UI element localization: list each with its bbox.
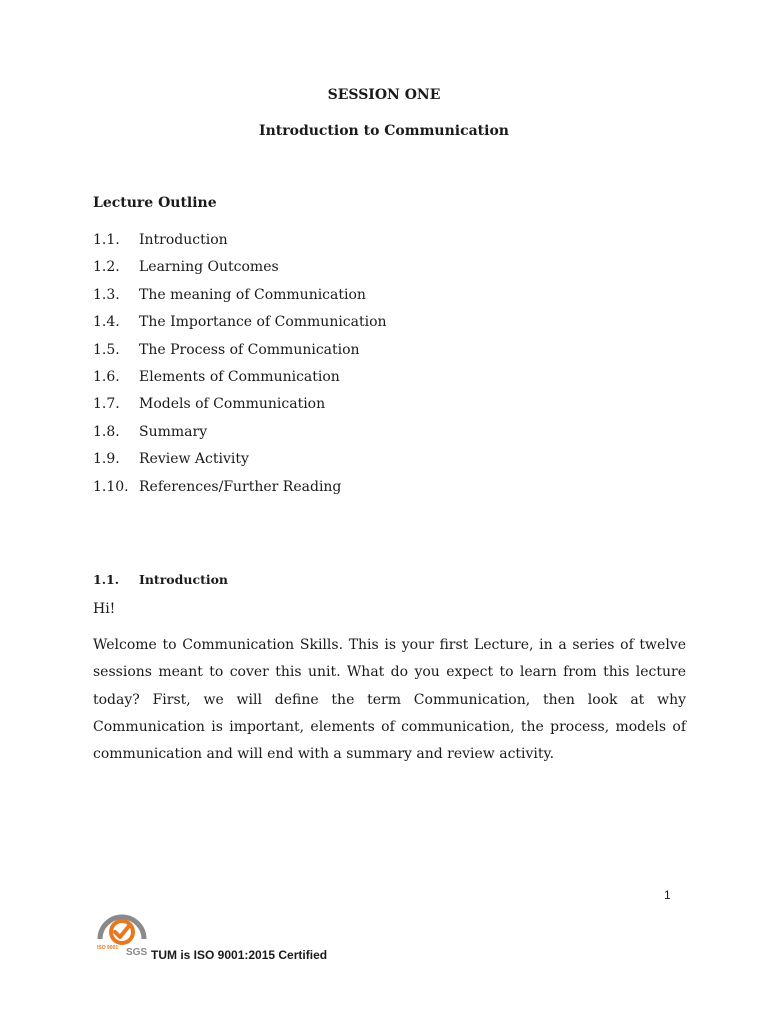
outline-item — [93, 286, 387, 313]
outline-item-label: Learning Outcomes — [139, 259, 279, 276]
outline-item — [93, 341, 387, 368]
outline-item-number: 1.2. — [93, 259, 120, 276]
outline-item — [93, 395, 387, 422]
outline-item-label: Summary — [139, 423, 208, 440]
outline-item-number: 1.8. — [93, 423, 120, 440]
outline-item — [93, 231, 387, 258]
outline-item-label: The Process of Communication — [139, 341, 360, 358]
section-title: Introduction — [139, 572, 229, 587]
page-number: 1 — [664, 888, 671, 902]
outline-item — [93, 450, 387, 477]
outline-item — [93, 368, 387, 395]
outline-item-number: 1.1. — [93, 232, 120, 248]
outline-item-label: Elements of Communication — [139, 368, 340, 385]
outline-item-label: The meaning of Communication — [139, 286, 366, 303]
session-subtitle: Introduction to Communication — [259, 123, 509, 139]
outline-item-number: 1.6. — [93, 368, 120, 385]
outline-item-label: Introduction — [139, 232, 228, 248]
outline-item-label: References/Further Reading — [139, 478, 342, 495]
outline-item — [93, 478, 387, 505]
section-heading — [93, 572, 228, 587]
intro-paragraph: Welcome to Communication Skills. This is your first Lecture, in a series of twelve sessions meant to cover this unit. What do you expect to learn from this lecture today? First, we will define the term Communication, then look at why Communication is important, elements of communication, the process, models of communication and will end with a summary and review activity. — [93, 637, 686, 763]
outline-item-number: 1.4. — [93, 314, 120, 331]
logo-sgs-text: SGS — [126, 947, 148, 957]
outline-item — [93, 423, 387, 450]
outline-item-number: 1.7. — [93, 396, 120, 413]
certification-text: TUM is ISO 9001:2015 Certified — [151, 948, 328, 962]
outline-item-label: The Importance of Communication — [139, 314, 387, 331]
outline-item-number: 1.10. — [93, 478, 129, 495]
outline-item-number: 1.3. — [93, 286, 120, 303]
sgs-certification-logo — [94, 905, 150, 957]
session-title: SESSION ONE — [327, 87, 441, 103]
outline-heading: Lecture Outline — [93, 195, 217, 211]
outline-item-label: Models of Communication — [139, 396, 326, 413]
outline-item — [93, 313, 387, 340]
greeting-text: Hi! — [93, 601, 116, 617]
outline-item-label: Review Activity — [139, 451, 249, 468]
outline-item-number: 1.9. — [93, 451, 120, 468]
outline-item-number: 1.5. — [93, 341, 120, 358]
section-number: 1.1. — [93, 572, 120, 587]
logo-ring-text: ISO 9001 — [97, 945, 119, 951]
outline-item — [93, 258, 387, 285]
outline-list — [93, 231, 387, 505]
